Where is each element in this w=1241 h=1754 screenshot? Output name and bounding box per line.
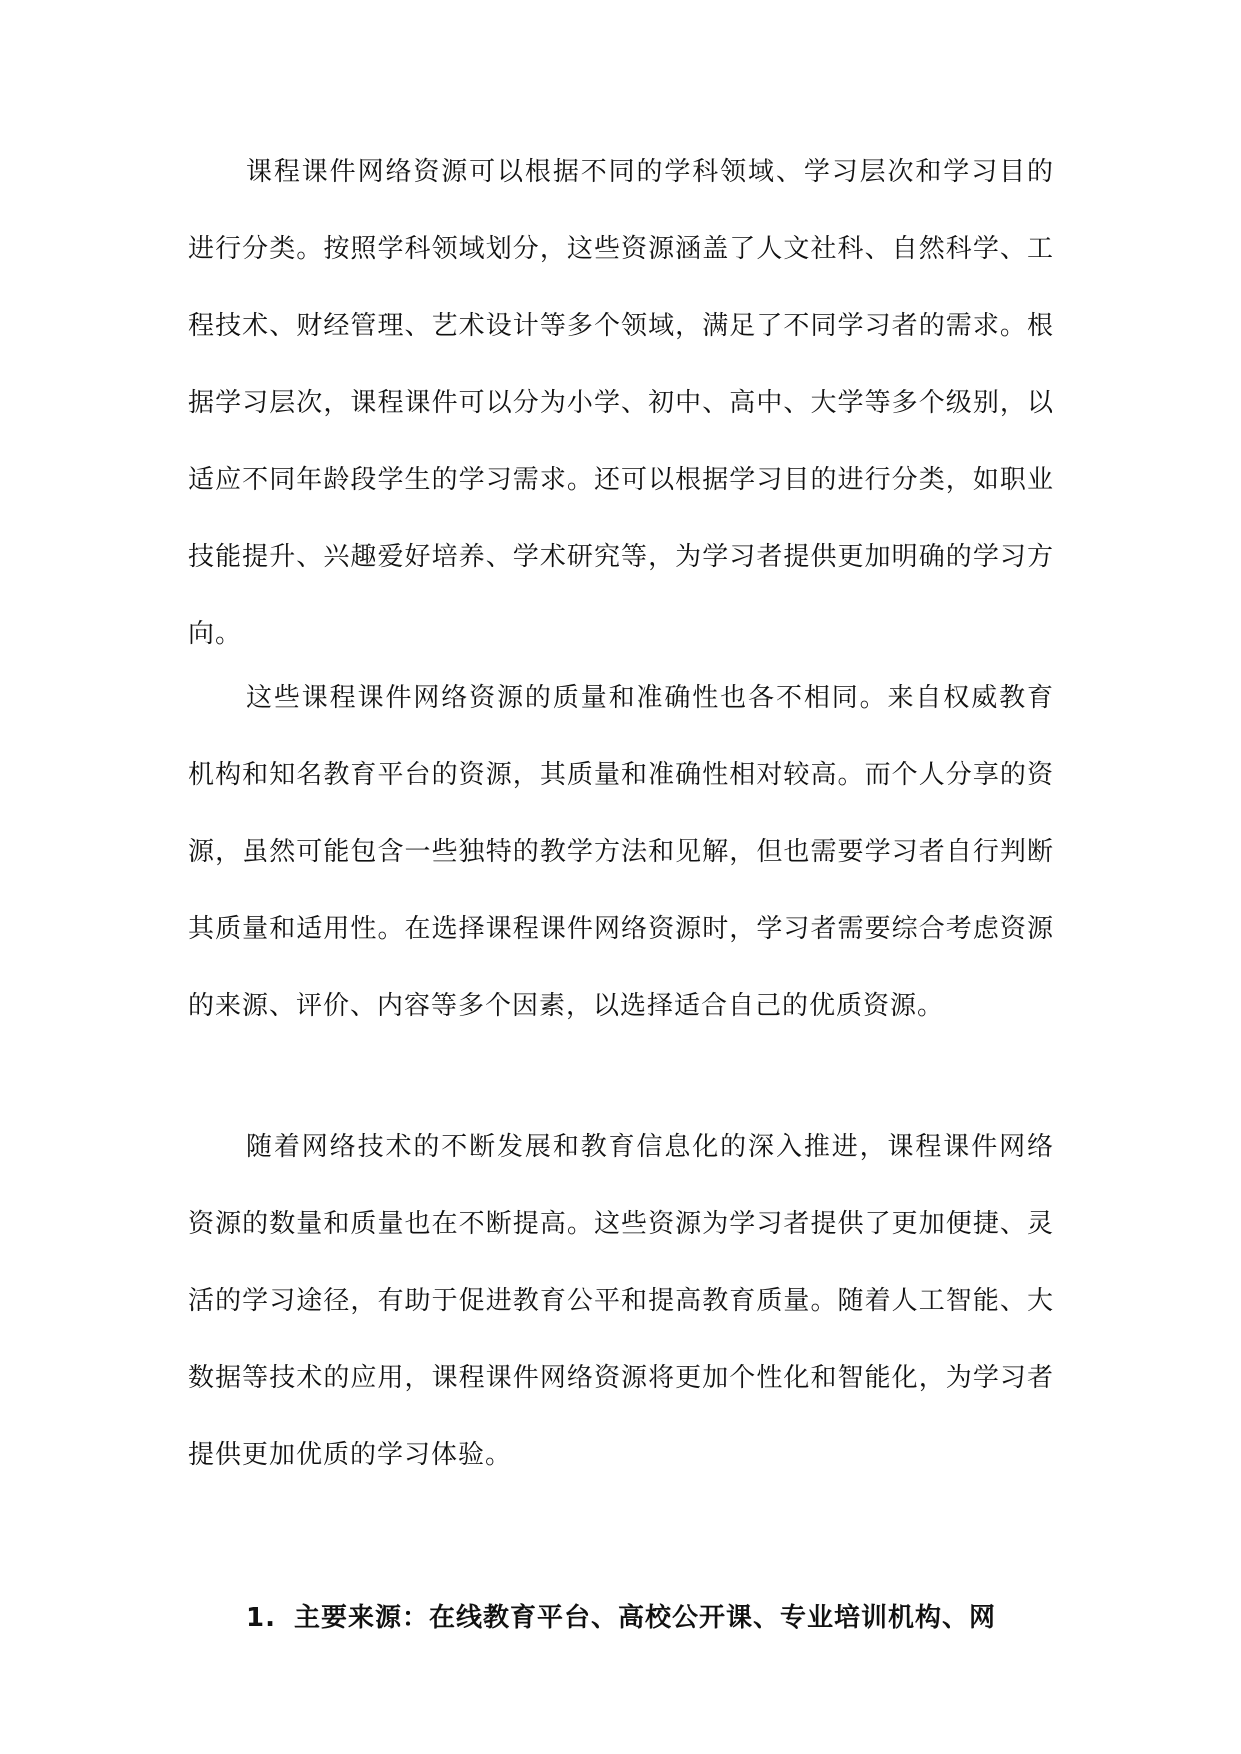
heading-text: 主要来源：在线教育平台、高校公开课、专业培训机构、网 [293, 1603, 996, 1633]
paragraph-classification: 课程课件网络资源可以根据不同的学科领域、学习层次和学习目的进行分类。按照学科领域划分，这些资源涵盖了人文社科、自然科学、工程技术、财经管理、艺术设计等多个领域，满足了不同学习者的需求。根据学习层次，课程课件可以分为小学、初中、高中、大学等多个级别，以适应不同年龄段学生的学习需求。还可以根据学习目的进行分类，如职业技能提升、兴趣爱好培养、学术研究等，为学习者提供更加明确的学习方向。 [188, 157, 1054, 649]
paragraph-quality: 这些课程课件网络资源的质量和准确性也各不相同。来自权威教育机构和知名教育平台的资源，其质量和准确性相对较高。而个人分享的资源，虽然可能包含一些独特的教学方法和见解，但也需要学习者自行判断其质量和适用性。在选择课程课件网络资源时，学习者需要综合考虑资源的来源、评价、内容等多个因素，以选择适合自己的优质资源。 [188, 683, 1054, 1021]
paragraph-development: 随着网络技术的不断发展和教育信息化的深入推进，课程课件网络资源的数量和质量也在不断提高。这些资源为学习者提供了更加便捷、灵活的学习途径，有助于促进教育公平和提高教育质量。随着人工智能、大数据等技术的应用，课程课件网络资源将更加个性化和智能化，为学习者提供更加优质的学习体验。 [188, 1132, 1054, 1470]
heading-number: 1. [246, 1603, 276, 1633]
section-heading [246, 1580, 1056, 1657]
